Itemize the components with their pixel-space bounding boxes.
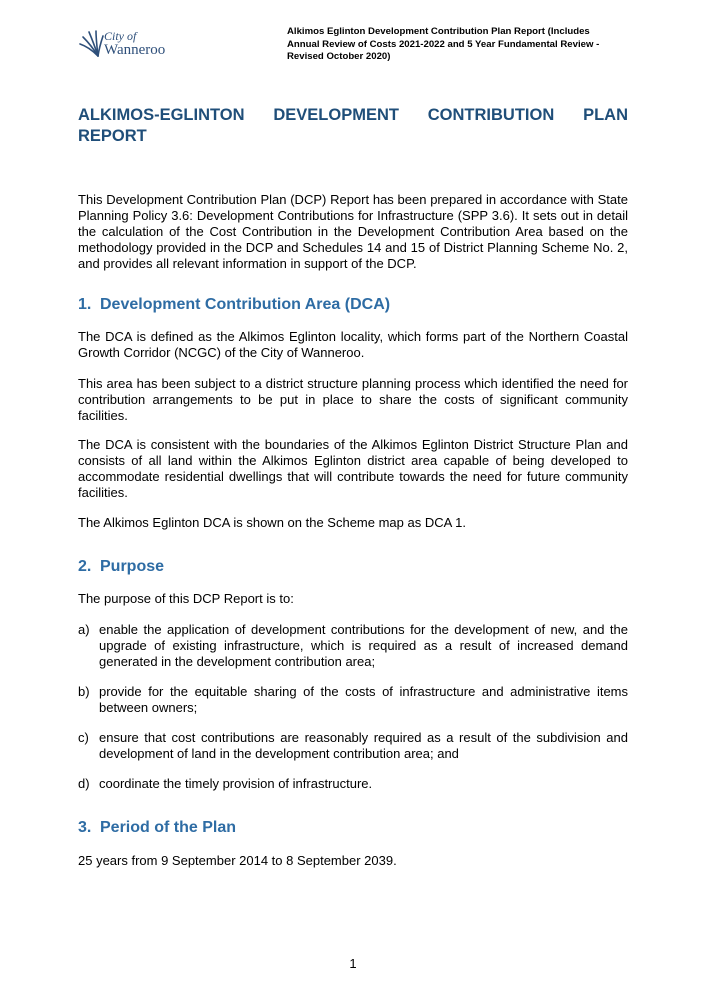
list-item-text: enable the application of development contributions for the development of new, and the upgrade of existing infrastructure, which is required as a result of increased demand generated in the development contribution area;: [99, 622, 628, 669]
section-2-title: Purpose: [100, 558, 165, 575]
document-title-line1: ALKIMOS-EGLINTON DEVELOPMENT CONTRIBUTION PLAN: [78, 106, 628, 124]
logo-line2: Wanneroo: [104, 42, 166, 58]
sunrise-fan-icon: [78, 28, 104, 60]
section-2-heading: [78, 557, 164, 577]
list-item-letter: a): [78, 622, 90, 637]
page-number: 1: [349, 956, 357, 971]
section-3-title: Period of the Plan: [100, 819, 237, 836]
section-2-number: 2.: [78, 558, 92, 575]
section-3-number: 3.: [78, 819, 92, 836]
section-3-paragraph: 25 years from 9 September 2014 to 8 September 2039.: [78, 853, 397, 868]
list-item: [78, 730, 628, 762]
list-item-text: ensure that cost contributions are reasonably required as a result of the subdivision and development of land in the development contribution area; and: [99, 730, 628, 761]
logo-line1: City of: [104, 29, 137, 43]
intro-paragraph: This Development Contribution Plan (DCP) Report has been prepared in accordance with State Planning Policy 3.6: Development Contributions for Infrastructure (SPP 3.6). It sets out in detail the calculation of the Cost Contribution in the Development Contribution Area based on the methodology provided in the DCP and Schedules 14 and 15 of District Planning Scheme No. 2, and provides all relevant information in support of the DCP.: [78, 192, 628, 271]
city-of-wanneroo-logo: [78, 28, 188, 64]
section-1-paragraph-3: The DCA is consistent with the boundaries of the Alkimos Eglinton District Structure Plan and consists of all land within the Alkimos Eglinton district area capable of being developed to accommodate residential dwellings that will contribute towards the need for future community facilities.: [78, 437, 628, 500]
document-title-line2: REPORT: [78, 127, 147, 145]
list-item-text: provide for the equitable sharing of the costs of infrastructure and administrative items between owners;: [99, 684, 628, 715]
list-item: [78, 776, 628, 792]
section-1-paragraph-1: The DCA is defined as the Alkimos Eglinton locality, which forms part of the Northern Coastal Growth Corridor (NCGC) of the City of Wanneroo.: [78, 329, 628, 360]
section-1-title: Development Contribution Area (DCA): [100, 296, 391, 313]
section-1-paragraph-2: This area has been subject to a district structure planning process which identified the need for contribution arrangements to be put in place to share the costs of significant community facilities.: [78, 376, 628, 423]
list-item-text: coordinate the timely provision of infrastructure.: [99, 776, 373, 791]
section-3-heading: [78, 818, 236, 838]
section-1-paragraph-4: The Alkimos Eglinton DCA is shown on the Scheme map as DCA 1.: [78, 515, 467, 530]
list-item-letter: d): [78, 776, 90, 791]
list-item: [78, 684, 628, 716]
section-1-number: 1.: [78, 296, 92, 313]
list-item-letter: b): [78, 684, 90, 699]
list-item-letter: c): [78, 730, 89, 745]
list-item: [78, 622, 628, 670]
running-header: Alkimos Eglinton Development Contribution Plan Report (Includes Annual Review of Costs 2021-2022 and 5 Year Fundamental Review - Revised October 2020): [287, 26, 600, 62]
section-1-heading: [78, 295, 390, 315]
section-2-intro: The purpose of this DCP Report is to:: [78, 591, 294, 606]
